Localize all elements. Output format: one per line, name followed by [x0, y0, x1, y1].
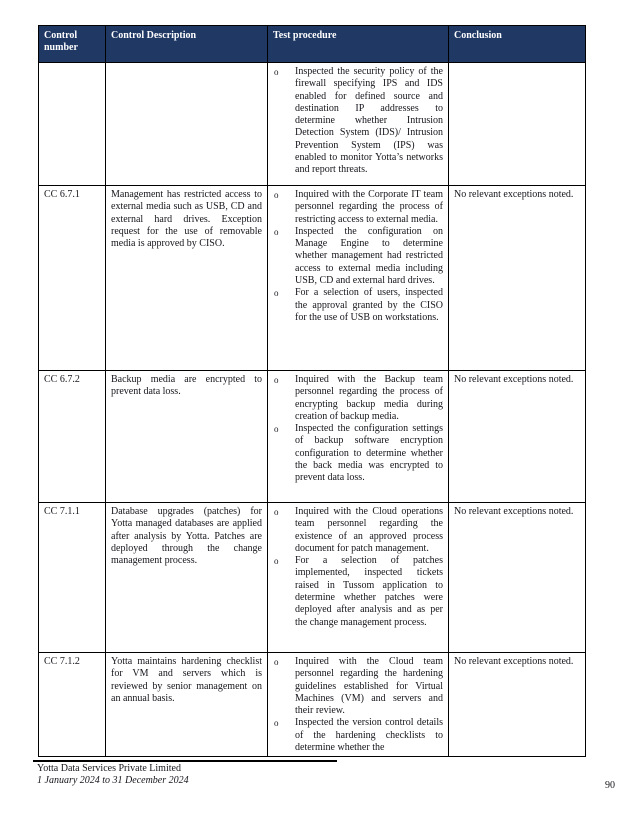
footer-report-period: 1 January 2024 to 31 December 2024 — [37, 775, 189, 786]
procedure-bullet-item — [272, 374, 443, 423]
conclusion-cell: No relevant exceptions noted. — [449, 503, 586, 653]
control-number-cell: CC 7.1.2 — [39, 653, 106, 757]
bullet-marker: o — [274, 657, 279, 667]
procedure-text: Inquired with the Cloud operations team personnel regarding the existence of an approved process document for patch management. — [295, 506, 443, 554]
bullet-marker: o — [274, 556, 279, 567]
control-description-cell: Yotta maintains hardening checklist for VM and servers which is reviewed by senior management on an annual basis. — [106, 653, 268, 757]
control-number-cell — [39, 63, 106, 186]
bullet-marker: o — [274, 718, 279, 729]
conclusion-cell: No relevant exceptions noted. — [449, 371, 586, 503]
procedure-text: Inspected the version control details of the hardening checklists to determine whether the — [295, 717, 443, 754]
procedure-text: Inspected the configuration on Manage Engine to determine whether management had restricted access to external media including USB, CD and external hard drives. — [295, 225, 443, 287]
control-number-cell: CC 7.1.1 — [39, 503, 106, 653]
procedure-bullet-item — [272, 287, 443, 324]
control-description-cell: Backup media are encrypted to prevent data loss. — [106, 371, 268, 503]
procedure-bullet-item — [272, 506, 443, 555]
test-procedure-cell — [268, 63, 449, 186]
control-number-cell: CC 6.7.2 — [39, 371, 106, 503]
col-header-conclusion: Conclusion — [449, 26, 586, 63]
footer-company-name: Yotta Data Services Private Limited — [37, 763, 181, 774]
procedure-text: Inquired with the Backup team personnel regarding the process of encrypting backup media during creation of backup media. — [295, 374, 443, 422]
col-header-control-number: Control number — [39, 26, 106, 63]
procedure-text: For a selection of users, inspected the approval granted by the CISO for the use of USB on workstations. — [295, 287, 443, 323]
procedure-text: Inspected the security policy of the firewall specifying IPS and IDS enabled for defined source and destination IP addresses to determine whether Intrusion Detection System (IDS)/ Intrusion Prevention System (IPS) was enabled to monitor Yotta’s networks and report threats. — [295, 66, 443, 176]
test-procedure-cell — [268, 653, 449, 757]
table-row — [39, 371, 586, 503]
table-header-row — [39, 26, 586, 63]
bullet-marker: o — [274, 288, 279, 299]
conclusion-cell: No relevant exceptions noted. — [449, 186, 586, 371]
table-row — [39, 653, 586, 757]
test-procedure-cell — [268, 186, 449, 371]
control-description-cell: Database upgrades (patches) for Yotta managed databases are applied after analysis by Yotta. Patches are deployed through the change management process. — [106, 503, 268, 653]
test-procedure-cell — [268, 503, 449, 653]
procedure-text: Inspected the configuration settings of backup software encryption configuration to determine whether the back media was encrypted to prevent data loss. — [295, 423, 443, 484]
conclusion-cell: No relevant exceptions noted. — [449, 653, 586, 757]
procedure-bullet-item — [272, 226, 443, 287]
procedure-bullet-item — [272, 189, 443, 226]
bullet-marker: o — [274, 190, 279, 200]
control-description-cell — [106, 63, 268, 186]
procedure-bullet-item — [272, 555, 443, 629]
procedure-text: Inquired with the Corporate IT team personnel regarding the process of restricting access to external media. — [295, 189, 443, 225]
col-header-control-description: Control Description — [106, 26, 268, 63]
procedure-text: For a selection of patches implemented, inspected tickets raised in Tussom application to determine whether patches were deployed after analysis and as per the change management process. — [295, 555, 443, 628]
procedure-text: Inquired with the Cloud team personnel regarding the hardening guidelines established for Virtual Machines (VM) and servers and their review. — [295, 656, 443, 717]
procedure-bullet-item — [272, 423, 443, 484]
bullet-marker: o — [274, 67, 279, 77]
test-procedure-cell — [268, 371, 449, 503]
page-number: 90 — [605, 780, 615, 791]
bullet-marker: o — [274, 507, 279, 517]
procedure-bullet-item — [272, 66, 443, 177]
table-row — [39, 503, 586, 653]
bullet-marker: o — [274, 424, 279, 435]
control-description-cell: Management has restricted access to external media such as USB, CD and external hard drives. Exception request for the use of removable media is approved by CISO. — [106, 186, 268, 371]
table-row — [39, 63, 586, 186]
control-number-cell: CC 6.7.1 — [39, 186, 106, 371]
bullet-marker: o — [274, 375, 279, 385]
controls-table — [38, 25, 586, 757]
bullet-marker: o — [274, 226, 279, 237]
procedure-bullet-item — [272, 656, 443, 717]
procedure-bullet-item — [272, 717, 443, 754]
conclusion-cell — [449, 63, 586, 186]
col-header-test-procedure: Test procedure — [268, 26, 449, 63]
table-row — [39, 186, 586, 371]
footer-divider — [33, 760, 337, 762]
